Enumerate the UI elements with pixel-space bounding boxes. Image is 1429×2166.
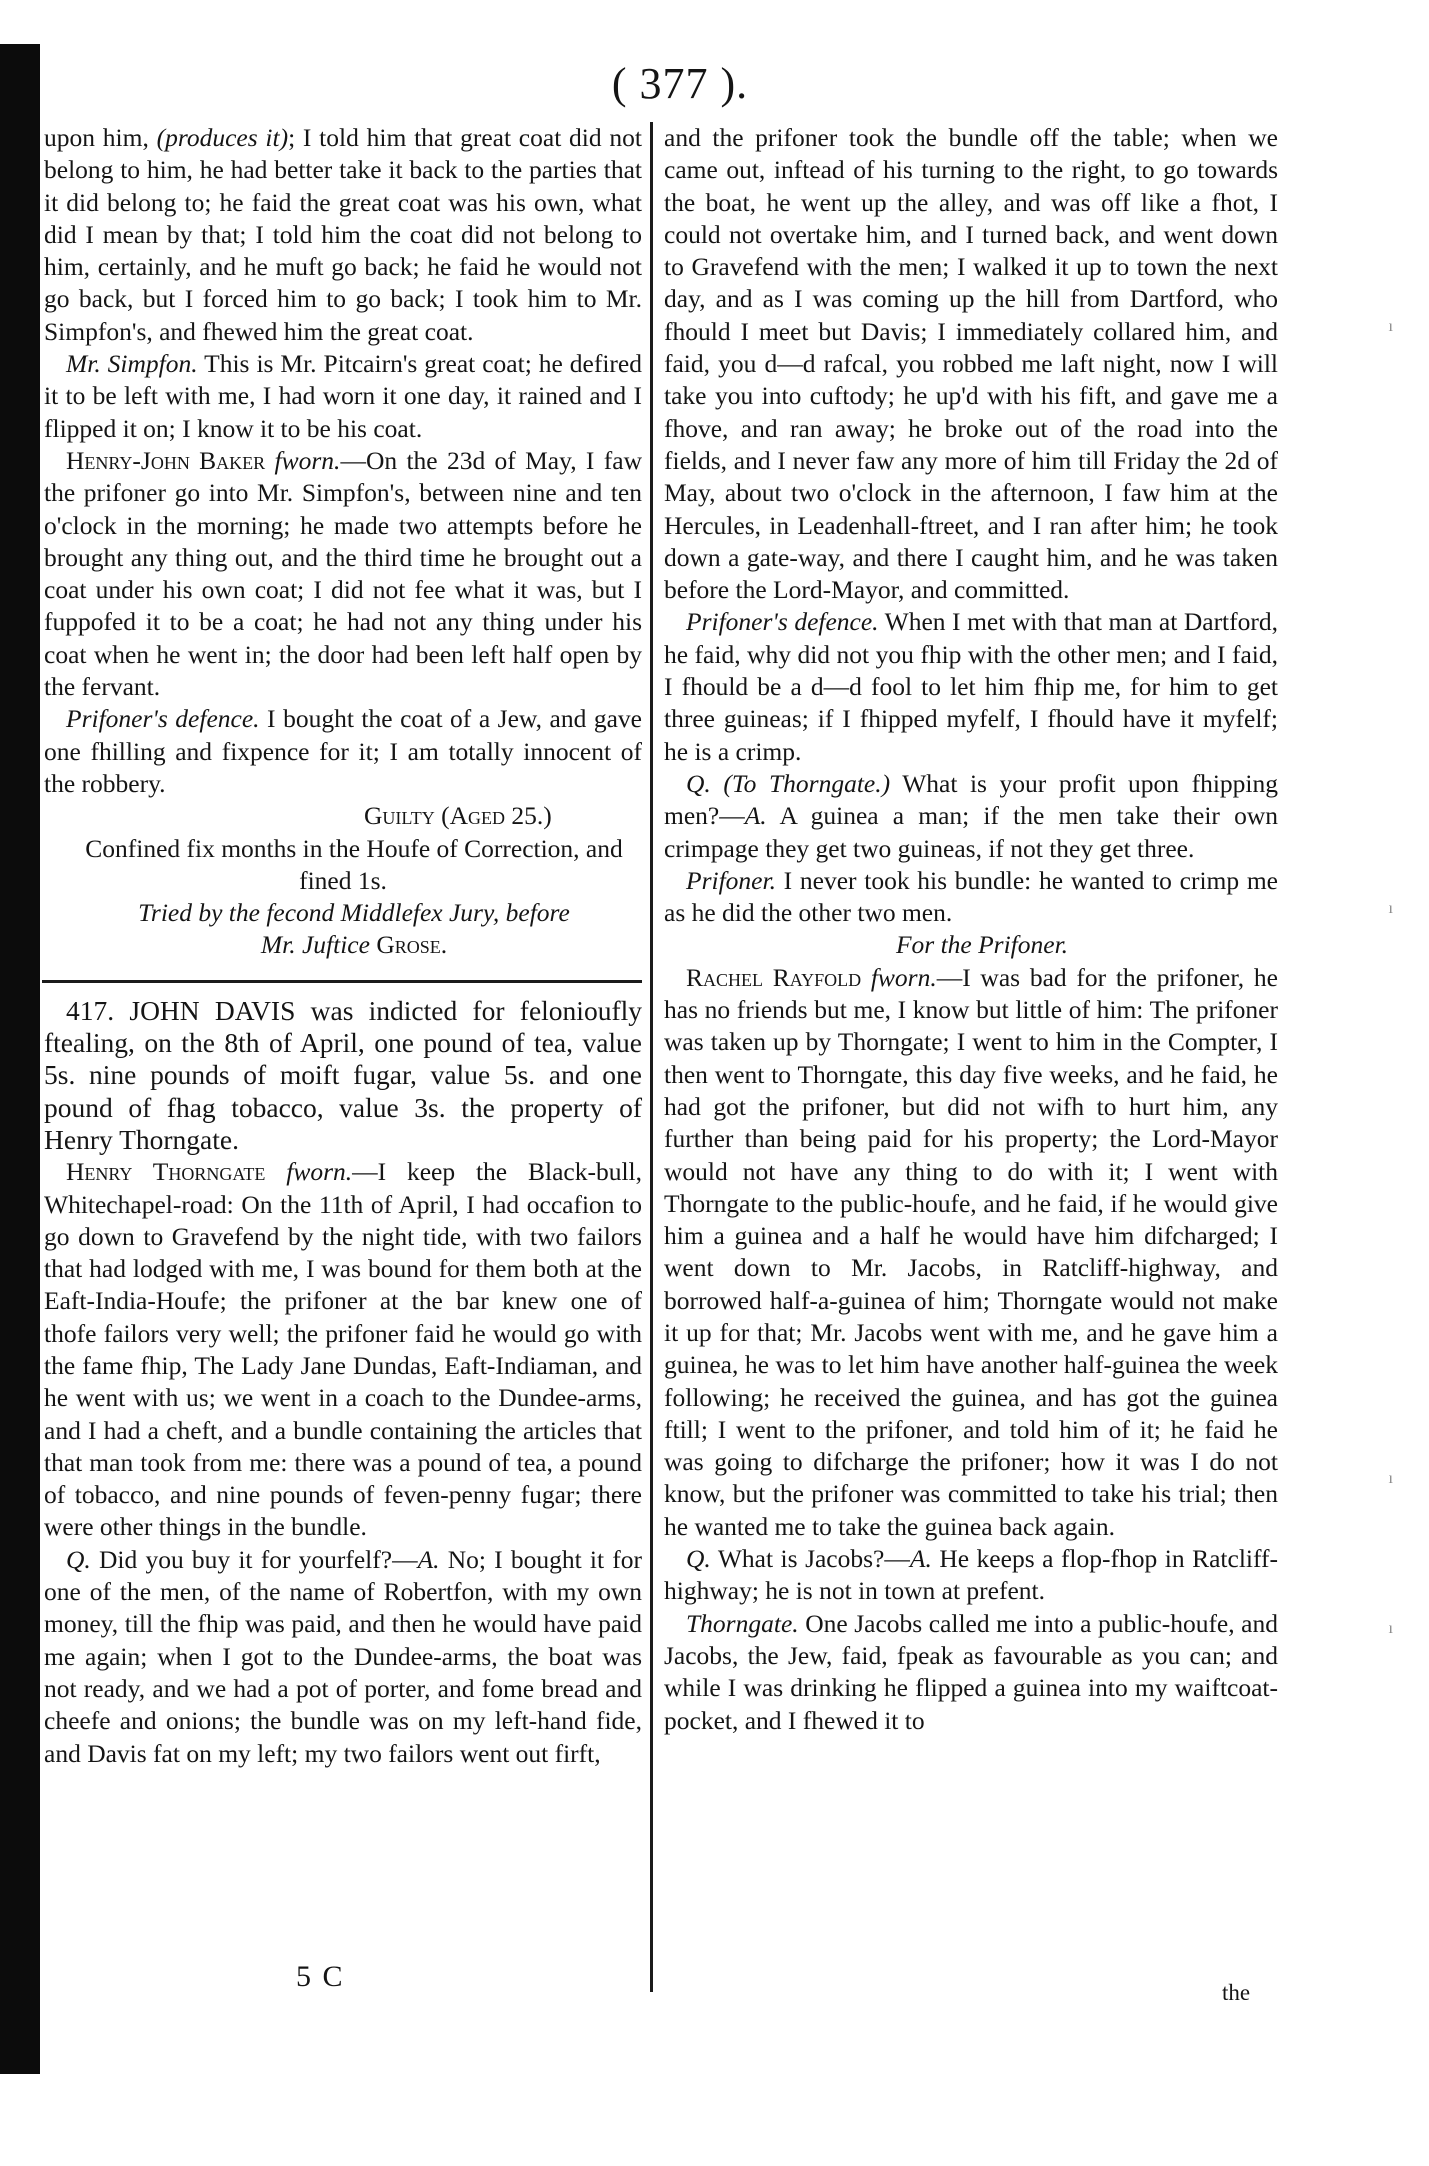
text: ; I told him that great coat did not belong to him, he had better take it back to the parties that it did belong to; he faid the great coat was his own, what did I mean by that; I told him the coat did not belong to him, certainly, and he muft go back; he faid he would not go back, but I forced him to go back; I took him to Mr. Simpfon's, and fhewed him the great coat. bbox=[44, 123, 642, 346]
margin-speck: ı bbox=[1388, 1620, 1393, 1637]
section-heading: For the Prifoner. bbox=[895, 930, 1069, 960]
paragraph bbox=[664, 865, 1278, 930]
text: He keeps a flop-fhop in Ratcliff-highway; he is not in town at prefent. bbox=[664, 1544, 1278, 1606]
margin-speck: ı bbox=[1388, 318, 1393, 335]
right-column bbox=[664, 122, 1278, 1737]
catchword: the bbox=[1222, 1980, 1251, 2005]
paragraph bbox=[664, 606, 1278, 767]
text: I bought the coat of a Jew, and gave one fhilling and fixpence for it; I am totally innocent of the robbery. bbox=[44, 704, 642, 798]
text: Q. bbox=[686, 768, 711, 798]
text: fworn. bbox=[265, 445, 341, 475]
paragraph bbox=[664, 768, 1278, 865]
text: What is your profit upon fhipping men?— bbox=[664, 768, 1278, 831]
text: fworn. bbox=[861, 962, 937, 992]
text: A. bbox=[909, 1544, 932, 1574]
text: Mr. Juftice bbox=[260, 930, 377, 960]
book-spine-shadow bbox=[0, 44, 40, 2074]
text: Q. bbox=[66, 1544, 91, 1574]
text: What is Jacobs?— bbox=[710, 1544, 910, 1574]
text: One Jacobs called me into a public-houfe, and Jacobs, the Jew, faid, fpeak as favourable as you can; and while I was drinking he flipped a guinea into my waiftcoat-pocket, and I fhewed it to bbox=[664, 1608, 1278, 1735]
sentence: Confined fix months in the Houfe of Correction, and fined 1s. bbox=[85, 833, 623, 895]
speaker-label: Prifoner's defence. bbox=[686, 607, 879, 637]
paragraph bbox=[44, 445, 642, 703]
text: —I keep the Black-bull, Whitechapel-road: On the 11th of April, I had occafion to go down to Gravefend by the night tide, with two failors that had lodged with me, I was bound for them both at the Eaft-India-Houfe; the prifoner at the bar knew one of thofe failors very well; the prifoner faid he would go with the fame fhip, The Lady Jane Dundas, Eaft-Indiaman, and he went with us; we went in a coach to the Dundee-arms, and I had a cheft, and a bundle containing the articles that that man took from me: there was a pound of tea, a pound of tobacco, and nine pounds of feven-penny fugar; there were other things in the bundle. bbox=[44, 1157, 642, 1542]
speaker-label: Thorngate. bbox=[686, 1608, 799, 1638]
paragraph bbox=[44, 122, 642, 348]
printer-signature-mark: 5 C bbox=[296, 1960, 345, 1993]
text: upon him, bbox=[44, 123, 157, 152]
text: This is Mr. Pitcairn's great coat; he defired it to be left with me, I had worn it one day, it rained and I flipped it on; I know it to be his coat. bbox=[44, 349, 642, 443]
text: was indicted for felonioufly ftealing, on the 8th of April, one pound of tea, value 5s. nine pounds of moift fugar, value 5s. and one pound of fhag tobacco, value 3s. the property of Henry Thorngate. bbox=[44, 994, 642, 1155]
paragraph bbox=[664, 1608, 1278, 1737]
text: —On the 23d of May, I faw the prifoner go into Mr. Simpfon's, between nine and ten o'clock in the morning; he made two attempts before he brought any thing out, and the third time he brought out a coat under his own coat; I did not fee what it was, but I fuppofed it to be a coat; he had not any thing under his coat when he went in; the door had been left half open by the fervant. bbox=[44, 445, 642, 702]
paragraph bbox=[664, 1543, 1278, 1608]
text: Q. bbox=[686, 1544, 711, 1574]
column-divider bbox=[650, 122, 653, 1992]
text: I never took his bundle: he wanted to crimp me as he did the other two men. bbox=[664, 865, 1278, 928]
text: A. bbox=[744, 801, 767, 831]
case-heading bbox=[44, 995, 642, 1156]
text: Did you buy it for yourfelf?— bbox=[90, 1544, 418, 1574]
witness-name: Henry-John Baker bbox=[66, 445, 266, 475]
tried-by-line-2 bbox=[44, 929, 642, 961]
case-number: 417. JOHN DAVIS bbox=[66, 994, 296, 1026]
paragraph: and the prifoner took the bundle off the table; when we came out, inftead of his turning to the right, to go towards the boat, he went up the alley, and was off like a fhot, I could not overtake him, and I turned back, and went down to Gravefend with the men; I walked it up to town the next day, and as I was coming up the hill from Dartford, who fhould I meet but Davis; I immediately collared him, and faid, you d—d rafcal, you robbed me laft night, now I will take you into cuftody; he up'd with his fift, and gave me a fhove, and ran away; he broke out of the road into the fields, and I never faw any more of him till Friday the 2d of May, about two o'clock in the afternoon, I faw him at the Hercules, in Leadenhall-ftreet, and I ran after him; he took down a gate-way, and there I caught him, and he was taken before the Lord-Mayor, and committed. bbox=[664, 123, 1278, 605]
text: (produces it) bbox=[156, 123, 289, 152]
left-column bbox=[44, 122, 642, 1770]
text: No; I bought it for one of the men, of the name of Robertfon, with my own money, till the fhip was paid, and then he would have paid me again; when I got to the Dundee-arms, the boat was not ready, and we had a pot of porter, and fome bread and cheefe and onions; the bundle was on my left-hand fide, and Davis fat on my left; my two failors went out firft, bbox=[44, 1544, 642, 1768]
paragraph bbox=[664, 962, 1278, 1543]
paragraph bbox=[44, 1544, 642, 1770]
speaker-label: Mr. Simpfon. bbox=[66, 349, 198, 379]
speaker-label: Prifoner's defence. bbox=[66, 704, 260, 734]
margin-speck: ı bbox=[1388, 900, 1393, 917]
witness-name: Rachel Rayfold bbox=[686, 962, 862, 992]
verdict: Guilty (Aged 25.) bbox=[364, 801, 552, 831]
tried-by-line-1: Tried by the fecond Middlefex Jury, before bbox=[138, 898, 570, 928]
margin-speck: ı bbox=[1388, 1470, 1393, 1487]
paragraph bbox=[44, 1156, 642, 1544]
text: fworn. bbox=[265, 1157, 353, 1187]
text: When I met with that man at Dartford, he faid, why did not you fhip with the other men; and I faid, I fhould be a d—d fool to let him fhip me, for him to get three guineas; if I fhipped myfelf, I fhould have it myfelf; he is a crimp. bbox=[664, 607, 1278, 766]
judge-name: Grose. bbox=[376, 930, 448, 960]
paragraph bbox=[44, 703, 642, 800]
case-separator bbox=[42, 980, 642, 983]
witness-name: Henry Thorngate bbox=[66, 1157, 266, 1187]
text: —I was bad for the prifoner, he has no friends but me, I know but little of him: The prifoner was taken up by Thorngate; I went to him in the Compter, I then went to Thorngate, this day five weeks, and he faid, he had got the prifoner, but did not wifh to hurt him, any further than being paid for his property; the Lord-Mayor would not have any thing to do with it; I went with Thorngate to the public-houfe, and he faid, if he would give him a guinea and a half he would have him difcharged; I went down to Mr. Jacobs, in Ratcliff-highway, and borrowed half-a-guinea of him; Thorngate would not make it up for that; Mr. Jacobs went with me, and he gave him a guinea, he was to let him have another half-guinea the week following; he received the guinea, and has got the guinea ftill; I went to the prifoner, and told him of it; he faid he was going to difcharge the prifoner; how it was I do not know, but the prifoner was committed to take his trial; then he wanted me to take the guinea back again. bbox=[664, 962, 1278, 1541]
text: A guinea a man; if the men take their own crimpage they get two guineas, if not they get three. bbox=[664, 801, 1278, 863]
speaker-label: Prifoner. bbox=[686, 865, 776, 895]
text: A. bbox=[417, 1544, 440, 1574]
paragraph bbox=[44, 348, 642, 445]
text: (To Thorngate.) bbox=[710, 768, 891, 798]
page-number: ( 377 ). bbox=[611, 59, 749, 108]
